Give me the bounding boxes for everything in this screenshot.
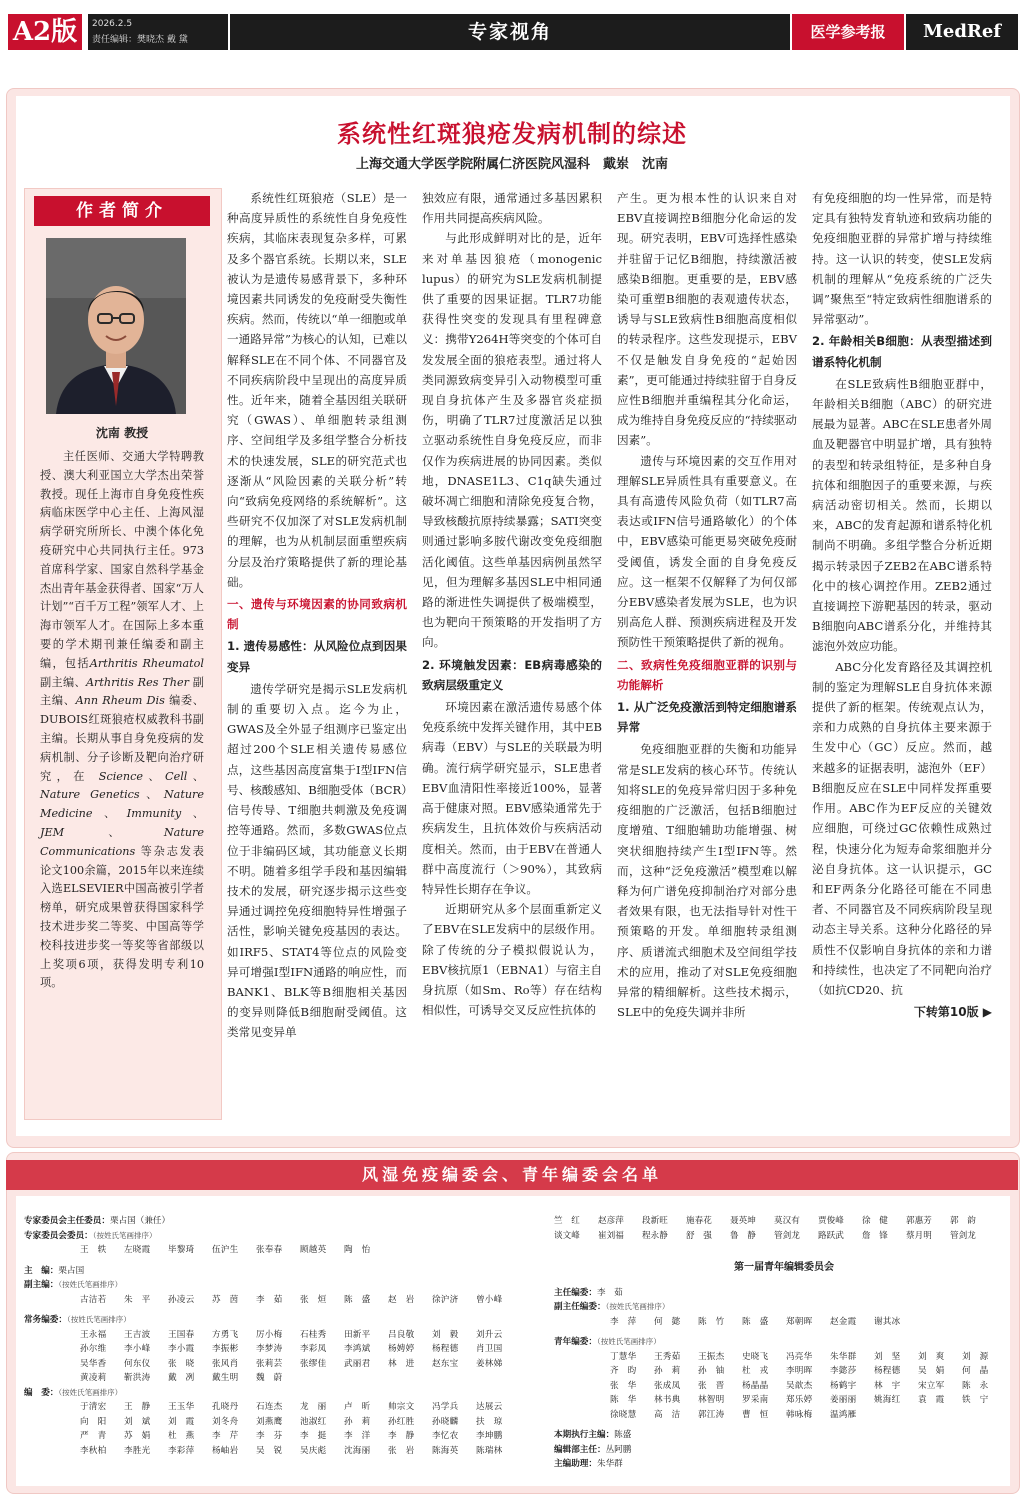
member-name: 李彩萍: [168, 1445, 195, 1456]
journal-name: Nature Genetics: [40, 788, 140, 802]
section-heading: 2. 年龄相关B细胞：从表型描述到谱系特化机制: [812, 334, 992, 369]
responsible-editor: 责任编辑：樊晓杰 戴 黛: [92, 35, 188, 45]
portrait-image: [46, 238, 186, 414]
member-name: 李鸿斌: [344, 1344, 371, 1354]
journal-name: Arthritis Rheumatol: [89, 656, 204, 670]
member-name: 姚海红: [874, 1395, 901, 1405]
member-name: 刘 毅: [432, 1329, 459, 1340]
member-name: 李 芹: [212, 1431, 239, 1441]
committee-list-left: [24, 1214, 544, 1458]
member-name: 苏 茵: [212, 1294, 239, 1305]
member-name: 孙 莉: [344, 1416, 371, 1427]
member-name: 王永福: [80, 1329, 107, 1340]
journal-name: Ann Rheum Dis: [75, 694, 165, 708]
member-name: 陈海英: [432, 1445, 459, 1456]
member-name: 管剑龙: [950, 1230, 976, 1241]
member-name: 聂英坤: [730, 1216, 756, 1226]
member-name: 孙尔维: [80, 1344, 107, 1354]
member-name: 伍沪生: [212, 1245, 239, 1255]
bio-text: 、: [139, 788, 164, 802]
youth-committee-title: 第一届青年编辑委员会: [734, 1262, 834, 1273]
member-name: 竺 红: [554, 1216, 580, 1226]
member-name: 陈 盛: [742, 1316, 769, 1327]
continued-notice[interactable]: 下转第10版 ▶: [913, 1005, 992, 1020]
bio-text: 编委、DUBOIS红斑狼疮权威教科书副主编。长期从事自身免疫病的发病机制、分子诊断及靶向治疗研究，在: [40, 694, 204, 783]
role-label: 青年编委：: [554, 1337, 597, 1347]
member-name: 张莉芸: [256, 1358, 283, 1369]
member-name: 程永静: [642, 1230, 668, 1241]
member-name: 王 轶: [80, 1245, 107, 1255]
member-name: 杨程德: [874, 1366, 901, 1376]
member-name: 郭惠芳: [906, 1216, 932, 1226]
member-name: 李懿莎: [830, 1366, 857, 1376]
member-name: 张 晋: [698, 1380, 725, 1391]
committee-role-row: [554, 1335, 1014, 1350]
member-name: 温鸿雁: [830, 1409, 857, 1420]
member-names-row: [554, 1229, 1014, 1244]
member-name: 赵彦萍: [598, 1216, 624, 1226]
member-name: 厉小梅: [256, 1329, 283, 1340]
member-name: 莫汉有: [774, 1216, 800, 1226]
member-name: 张 晓: [168, 1358, 195, 1369]
member-name: 贾俊峰: [818, 1216, 844, 1226]
member-name: 施春花: [686, 1216, 712, 1226]
role-label: 专家委员会主任委员：: [24, 1216, 110, 1226]
member-name: 吴华香: [80, 1358, 107, 1369]
member-name: 管剑龙: [774, 1230, 800, 1241]
paragraph: 免疫细胞亚群的失衡和功能异常是SLE发病的核心环节。传统认知将SLE的免疫异常归因于多种免疫细胞的广泛激活，包括B细胞过度增殖、T细胞辅助功能增强、树突状细胞持续产生Ⅰ型IFN等。然而，这种“泛免疫激活”模型难以解释为何广谱免疫抑制治疗对部分患者效果有限，也无法指导针对性干预策略的开发。单细胞转录组测序、质谱流式细胞术及空间组学技术的应用，推动了对SLE免疫细胞异常的精细解析。这些技术揭示，SLE中的免疫失调并非所: [617, 742, 797, 1020]
member-name: 刘燕鹰: [256, 1416, 283, 1427]
member-name: 张风肖: [212, 1358, 239, 1369]
journal-name: Cell: [165, 769, 188, 783]
member-name: 刘 斌: [124, 1416, 151, 1427]
member-names-row: [24, 1415, 544, 1430]
member-name: 李明晖: [786, 1366, 813, 1376]
role-holder: 栗占国（兼任）: [109, 1216, 171, 1226]
member-name: 刘冬舟: [212, 1416, 239, 1427]
member-name: 李 洋: [344, 1431, 371, 1441]
member-names-row: [554, 1364, 1014, 1379]
member-name: 魏 蔚: [256, 1373, 283, 1383]
member-names-row: [24, 1444, 544, 1459]
member-name: 曹 恒: [742, 1409, 769, 1420]
member-name: 杨晶晶: [742, 1380, 769, 1391]
member-name: 李 静: [388, 1431, 415, 1441]
member-name: 赵金霞: [830, 1316, 857, 1327]
paragraph: 与此形成鲜明对比的是，近年来对单基因狼疮（monogenic lupus）的研究为SLE发病机制提供了重要的因果证据。TLR7功能获得性突变的发现具有里程碑意义：携带Y264H等突变的个体可自发发展全面的狼疮表型。通过将人类同源致病变异引入动物模型可重现自身抗体产生及多器官炎症损伤，明确了TLR7过度激活足以独立驱动系统性自身免疫反应，而非仅作为疾病进展的协同因素。类似地，DNASE1L3、C1q缺失通过破坏凋亡细胞和清除免疫复合物，导致核酸抗原持续暴露；SATI突变则通过影响多胺代谢改变免疫细胞活化阈值。这些单基因病例虽然罕见，但为理解多基因SLE中相同通路的渐进性失调提供了极端模型，也为靶向干预策略的开发指明了方向。: [422, 231, 602, 650]
committee-title: 风湿免疫编委会、青年编委会名单: [6, 1160, 1018, 1190]
member-name: 石桂秀: [300, 1329, 327, 1340]
committee-role-row: [24, 1214, 544, 1229]
member-name: 徐沪济: [432, 1294, 459, 1305]
member-name: 池淑红: [300, 1416, 327, 1427]
member-name: 曾小峰: [476, 1294, 503, 1305]
member-name: 杜 戎: [742, 1366, 769, 1376]
member-name: 顾越英: [300, 1245, 327, 1255]
member-name: 刘 霞: [168, 1416, 195, 1427]
role-label: 本期执行主编：: [554, 1430, 615, 1440]
member-name: 李秋柏: [80, 1445, 107, 1456]
member-name: 何东仪: [124, 1358, 151, 1369]
author-box-header: 作者简介: [34, 196, 210, 226]
member-name: 林 宇: [874, 1380, 901, 1391]
member-name: 冯学兵: [432, 1402, 459, 1412]
member-name: 毕黎琦: [168, 1245, 195, 1255]
member-names-row: [554, 1379, 1014, 1394]
member-name: 张 岩: [388, 1445, 415, 1456]
member-name: 吴 娟: [918, 1366, 945, 1376]
article-column-3: [617, 188, 797, 1022]
member-name: 戴生明: [212, 1373, 239, 1383]
member-names-row: [554, 1214, 1014, 1229]
member-name: 方勇飞: [212, 1329, 239, 1340]
section-heading: 2. 环境触发因素：EB病毒感染的致病层级重定义: [422, 657, 602, 692]
member-name: 路跃武: [818, 1230, 844, 1241]
paragraph: 环境因素在激活遗传易感个体免疫系统中发挥关键作用，其中EB病毒（EBV）与SLE的关联最为明确。流行病学研究显示，SLE患者EBV血清阳性率接近100%，显著高于健康对照。EBV感染通常先于疾病发生，且抗体效价与疾病活动度相关。然而，由于EBV在普通人群中高度流行（＞90%），其致病特异性长期存在争议。: [422, 700, 602, 896]
brand-name-cn: 医学参考报: [792, 14, 904, 50]
role-label: 常务编委：: [24, 1315, 67, 1325]
member-name: 杨程德: [432, 1344, 459, 1354]
member-names-row: [24, 1342, 544, 1357]
member-name: 李振彬: [212, 1344, 239, 1354]
member-name: 黄凌莉: [80, 1373, 107, 1383]
member-names-row: [24, 1243, 544, 1258]
member-name: 陈瑞林: [476, 1445, 503, 1456]
member-name: 李 芬: [256, 1431, 283, 1441]
member-names-row: [24, 1328, 544, 1343]
member-name: 谢其冰: [874, 1316, 901, 1327]
member-name: 李胜光: [124, 1445, 151, 1456]
role-holder: 丛阿鹏: [605, 1444, 632, 1455]
member-names-row: [554, 1408, 1014, 1423]
member-name: 郑乐婷: [786, 1395, 813, 1405]
member-name: 于清宏: [80, 1402, 107, 1412]
sort-note: （按姓氏笔画排序）: [58, 1387, 123, 1397]
member-name: 张 烜: [300, 1294, 327, 1305]
paragraph: ABC分化发育路径及其调控机制的鉴定为理解SLE自身抗体来源提供了新的框架。传统观点认为，亲和力成熟的自身抗体主要来源于生发中心（GC）反应。然而，越来越多的证据表明，滤泡外（EF）B细胞反应在SLE中同样发挥重要作用。ABC作为EF反应的关键效应细胞，可绕过GC依赖性成熟过程，快速分化为短寿命浆细胞并分泌自身抗体。这一认识提示，GC和EF两条分化路径可能在不同患者、不同器官及不同疾病阶段呈现动态主导关系。这种分化路径的异质性不仅影响自身抗体的亲和力谱和持续性，也决定了不同靶向治疗（如抗CD20、抗: [812, 659, 992, 997]
paragraph: 遗传学研究是揭示SLE发病机制的重要切入点。迄今为止，GWAS及全外显子组测序已鉴定出超过200个SLE相关遗传易感位点，这些基因高度富集于Ⅰ型IFN信号、核酸感知、B细胞受体（BCR）信号传导、T细胞共刺激及免疫调控等通路。然而，多数GWAS位点位于非编码区域，其功能意义长期不明。随着多组学手段和基因编辑技术的发展，研究逐步揭示这些变异通过调控免疫细胞特异性增强子活性，影响关键免疫基因的表达。如IRF5、STAT4等位点的风险变异可增强Ⅰ型IFN通路的响应性，而BANK1、BLK等B细胞相关基因的变异则降低B细胞耐受阈值。这类常见变异单: [227, 681, 407, 1040]
member-name: 张奉春: [256, 1245, 283, 1255]
committee-role-row: [24, 1278, 544, 1293]
member-name: 郑朝晖: [786, 1316, 813, 1327]
member-name: 王吉波: [124, 1329, 151, 1340]
member-name: 孙红胜: [388, 1416, 415, 1427]
member-name: 徐晓慧: [610, 1409, 637, 1420]
issue-date: 2026.2.5: [92, 19, 133, 29]
member-name: 张 华: [610, 1380, 637, 1391]
member-name: 吴歆杰: [786, 1380, 813, 1391]
journal-name: Arthritis Res Ther: [85, 675, 189, 689]
bio-text: 、: [143, 769, 166, 783]
journal-name: Nature Medicine: [40, 788, 204, 821]
member-name: 林智明: [698, 1395, 725, 1405]
bio-text: 等杂志发表论文100余篇，2015年以来连续入选ELSEVIER中国高被引学者榜单，研究成果曾获得国家科学技术进步奖二等奖、中国高等学校科技进步奖一等奖等省部级以上奖项6项，获得发明专利10项。: [40, 844, 204, 990]
journal-name: Science: [98, 769, 144, 783]
member-name: 龙 丽: [300, 1402, 327, 1412]
member-name: 李 茹: [256, 1294, 283, 1305]
member-name: 李忆农: [432, 1431, 459, 1441]
member-name: 陈 永: [962, 1380, 989, 1391]
paragraph: 在SLE致病性B细胞亚群中，年龄相关B细胞（ABC）的研究进展最为显著。ABC在SLE患者外周血及靶器官中明显扩增，具有独特的表型和转录组特征，是多种自身抗体和细胞因子的重要来源，与疾病活动密切相关。然而，长期以来，ABC的发育起源和谱系特化机制尚不明确。多组学整合分析近期揭示转录因子ZEB2在ABC谱系特化中的核心调控作用。ZEB2通过直接调控下游靶基因的转录，驱动B细胞向ABC谱系分化，并维持其滤泡外效应功能。: [812, 376, 992, 654]
section-heading: 1. 遗传易感性：从风险位点到因果变异: [227, 639, 407, 674]
member-name: 郭 韵: [950, 1216, 976, 1226]
committee-role-row: [554, 1286, 1014, 1301]
author-name: 沈南 教授: [95, 426, 149, 440]
article-column-4: [812, 188, 992, 1022]
sort-note: （按姓氏笔画排序）: [66, 1315, 131, 1324]
member-name: 崔刘福: [598, 1230, 624, 1241]
member-name: 左晓霞: [124, 1245, 151, 1255]
role-holder: 陈盛: [614, 1430, 632, 1440]
member-name: 朱 平: [124, 1294, 151, 1305]
member-name: 刘 源: [962, 1351, 989, 1362]
member-name: 刘 坚: [874, 1351, 901, 1362]
paragraph: 遗传与环境因素的交互作用对理解SLE异质性具有重要意义。在具有高遗传风险负荷（如TLR7高表达或IFN信号通路敏化）的个体中，EBV感染可能更易突破免疫耐受阈值，诱发全面的自身免疫反应。这一框架不仅解释了为何仅部分EBV感染者发展为SLE，也为识别高危人群、预测疾病进程及开发预防性干预策略提供了新的视角。: [617, 453, 797, 650]
role-label: 主编助理：: [554, 1459, 597, 1469]
member-name: 陈 竹: [698, 1316, 725, 1327]
member-name: 陈 华: [610, 1395, 637, 1405]
brand-name-en: MedRef: [906, 14, 1018, 50]
member-name: 齐 昀: [610, 1366, 637, 1376]
member-name: 高 洁: [654, 1409, 681, 1420]
committee-role-row: [554, 1443, 1014, 1458]
section-title: 专家视角: [230, 14, 790, 50]
member-names-row: [554, 1393, 1014, 1408]
member-name: 陈 盛: [344, 1294, 371, 1305]
member-name: 陶 怡: [344, 1245, 371, 1255]
member-name: 李小峰: [124, 1344, 151, 1354]
member-name: 谈文峰: [554, 1230, 580, 1241]
member-name: 何 晶: [962, 1366, 989, 1376]
author-photo: [46, 238, 186, 414]
member-name: 帅宗文: [388, 1402, 415, 1412]
member-name: 王 静: [124, 1402, 151, 1412]
member-name: 杨鹤宇: [830, 1380, 857, 1391]
member-name: 李小霞: [168, 1344, 195, 1354]
article-byline: 上海交通大学医学院附属仁济医院风湿科 戴岽 沈南: [355, 157, 668, 172]
member-name: 朱华群: [830, 1351, 857, 1362]
member-name: 戴 冽: [168, 1373, 195, 1383]
member-name: 刘升云: [476, 1329, 503, 1340]
author-bio: [40, 448, 204, 993]
journal-name: JEM: [40, 825, 65, 839]
member-names-row: [24, 1371, 544, 1386]
committee-role-row: [554, 1428, 1014, 1443]
member-name: 赵东宝: [432, 1358, 459, 1369]
member-name: 郭江涛: [698, 1409, 725, 1420]
member-name: 古洁若: [80, 1294, 107, 1305]
committee-role-row: [24, 1229, 544, 1244]
member-name: 蔡月明: [906, 1230, 932, 1241]
member-name: 史晓飞: [742, 1351, 769, 1362]
member-name: 王国春: [168, 1329, 195, 1340]
member-name: 林 进: [388, 1358, 415, 1369]
sort-note: （按姓氏笔画排序）: [596, 1337, 661, 1346]
member-name: 李 萍: [610, 1316, 637, 1327]
member-name: 苏 娟: [124, 1431, 151, 1441]
member-name: 孙凌云: [168, 1294, 195, 1305]
member-names-row: [554, 1315, 1014, 1330]
member-name: 孙 铀: [698, 1366, 725, 1376]
article-title: 系统性红斑狼疮发病机制的综述: [337, 119, 687, 148]
bio-text: 、: [187, 769, 204, 783]
member-name: 肖卫国: [476, 1344, 503, 1354]
member-name: 李坤鹏: [476, 1431, 503, 1441]
role-holder: 李 茹: [596, 1287, 623, 1298]
member-name: 徐 健: [862, 1216, 888, 1226]
sort-note: （按姓氏笔画排序）: [92, 1230, 157, 1240]
paragraph: 有免疫细胞的均一性异常，而是特定具有独特发育轨迹和致病功能的免疫细胞亚群的异常扩增与持续维持。这一认识的转变，使SLE发病机制的理解从“免疫系统的广泛失调”聚焦至“特定致病性细胞谱系的异常驱动”。: [812, 191, 992, 327]
committee-role-row: [554, 1300, 1014, 1315]
member-names-row: [554, 1350, 1014, 1365]
section-heading: 一、遗传与环境因素的协同致病机制: [227, 597, 407, 632]
role-label: 副主编：: [24, 1280, 59, 1290]
bio-text: 副主编、: [40, 675, 86, 689]
role-holder: 栗占国: [58, 1265, 85, 1276]
sort-note: （按姓氏笔画排序）: [605, 1302, 670, 1311]
member-name: 林书典: [654, 1395, 681, 1405]
member-name: 何 懿: [654, 1316, 681, 1327]
member-name: 姜林娣: [476, 1358, 503, 1369]
member-name: 杨娉婷: [388, 1344, 415, 1354]
member-name: 田新平: [344, 1329, 371, 1340]
role-label: 编辑部主任：: [554, 1444, 606, 1455]
role-label: 编 委：: [24, 1387, 59, 1398]
committee-list-right: [554, 1214, 1014, 1472]
member-names-row: [24, 1429, 544, 1444]
member-name: 吴 锐: [256, 1445, 283, 1456]
member-name: 罗采南: [742, 1395, 769, 1405]
bio-text: 、: [181, 807, 204, 821]
member-names-row: [24, 1400, 544, 1415]
member-name: 王玉华: [168, 1402, 195, 1412]
member-name: 卢 昕: [344, 1402, 371, 1412]
member-name: 石连杰: [256, 1402, 283, 1412]
member-name: 舒 强: [686, 1230, 712, 1241]
member-name: 向 阳: [80, 1416, 107, 1427]
member-name: 冯亮华: [786, 1351, 813, 1362]
committee-role-row: [554, 1457, 1014, 1472]
bio-text: 副主编、: [40, 675, 204, 708]
bio-text: 主任医师、交通大学特聘教授、澳大利亚国立大学杰出荣誉教授。现任上海市自身免疫性疾病临床医学中心主任、上海风湿病学研究所所长、中澳个体化免疫研究中心共同执行主任。973首席科学家、国家自然科学基金杰出青年基金获得者、国家“万人计划”“百千万工程”领军人才、上海市领军人才。在国际上多本重要的学术期刊兼任编委和副主编，包括: [40, 450, 204, 670]
article-column-1: [227, 188, 407, 1043]
member-name: 姜丽丽: [830, 1395, 857, 1405]
member-name: 詹 锋: [862, 1230, 888, 1241]
role-label: 副主任编委：: [554, 1302, 606, 1312]
member-name: 孙晓麟: [432, 1416, 459, 1427]
member-name: 袁 霞: [918, 1395, 945, 1405]
paragraph: 系统性红斑狼疮（SLE）是一种高度异质性的系统性自身免疫性疾病，其临床表现复杂多样，可累及多个器官系统。长期以来，SLE被认为是遗传易感背景下，多种环境因素共同诱发的免疫耐受失衡性疾病。然而，传统以“单一细胞或单一通路异常”为核心的认知，已难以解释SLE在不同个体、不同器官及不同疾病阶段中呈现出的高度异质性。近年来，随着全基因组关联研究（GWAS）、单细胞转录组测序、空间组学及多组学整合分析技术的快速发展，SLE的研究范式也逐渐从“风险因素的关联分析”转向“致病免疫网络的系统解析”。这些研究不仅加深了对SLE发病机制的理解，也为从机制层面重塑疾病分层及治疗策略提供了新的理论基础。: [227, 191, 407, 589]
header-meta: [88, 14, 228, 50]
journal-name: Immunity: [126, 807, 182, 821]
member-name: 张缪佳: [300, 1358, 327, 1369]
role-label: 主 编：: [24, 1265, 59, 1276]
member-name: 李 挺: [300, 1431, 327, 1441]
bio-text: 、: [92, 807, 127, 821]
member-name: 杜 燕: [168, 1431, 195, 1441]
member-name: 张成凤: [654, 1380, 681, 1391]
member-name: 吕良敬: [388, 1329, 415, 1340]
member-name: 扶 琼: [476, 1416, 503, 1427]
member-name: 刘 爽: [918, 1351, 945, 1362]
member-name: 孙 莉: [654, 1366, 681, 1376]
committee-role-row: [24, 1264, 544, 1279]
article-column-2: [422, 188, 602, 1020]
member-name: 王秀茹: [654, 1351, 681, 1362]
bio-text: 、: [64, 825, 164, 839]
member-name: 靳洪涛: [124, 1373, 151, 1383]
paragraph: 近期研究从多个层面重新定义了EBV在SLE发病中的层级作用。除了传统的分子模拟假说认为，EBV核抗原1（EBNA1）与宿主自身抗原（如Sm、Ro等）存在结构相似性，可诱导交叉反应性抗体的: [422, 902, 602, 1018]
member-name: 丁慧华: [610, 1351, 637, 1362]
member-names-row: [24, 1357, 544, 1372]
member-names-row: [24, 1293, 544, 1308]
committee-role-row: [24, 1313, 544, 1328]
member-name: 武丽君: [344, 1358, 371, 1369]
member-name: 沈海丽: [344, 1445, 371, 1456]
member-name: 吴庆彪: [300, 1445, 327, 1456]
role-label: 主任编委：: [554, 1287, 597, 1298]
paragraph: 产生。更为根本性的认识来自对EBV直接调控B细胞分化命运的发现。研究表明，EBV可选择性感染并驻留于记忆B细胞，持续激活被感染B细胞。更重要的是，EBV感染可重塑B细胞的表观遗传状态，诱导与SLE致病性B细胞高度相似的转录程序。这些发现提示，EBV不仅是触发自身免疫的“起始因素”，更可能通过持续驻留于自身反应性B细胞并重编程其分化命运，成为维持自身免疫反应的“持续驱动因素”。: [617, 191, 797, 448]
role-label: 专家委员会委员：: [24, 1230, 93, 1241]
member-name: 杨岫岩: [212, 1445, 239, 1456]
member-name: 赵 岩: [388, 1294, 415, 1305]
member-name: 达展云: [476, 1402, 503, 1412]
section-heading: 二、致病性免疫细胞亚群的识别与功能解析: [617, 657, 797, 692]
edition-badge: A2版: [8, 14, 82, 50]
member-name: 宋立军: [918, 1380, 945, 1391]
member-name: 段新旺: [642, 1216, 668, 1226]
member-name: 韩咏梅: [786, 1409, 813, 1420]
member-name: 严 青: [80, 1431, 107, 1441]
member-name: 王振杰: [698, 1351, 725, 1362]
member-name: 铁 宁: [962, 1395, 989, 1405]
role-holder: 朱华群: [596, 1459, 623, 1469]
member-name: 鲁 静: [730, 1230, 756, 1241]
journal-name: Nature Communications: [40, 825, 204, 858]
member-name: 李彩凤: [300, 1344, 327, 1354]
sort-note: （按姓氏笔画排序）: [58, 1280, 123, 1289]
member-name: 孔晓丹: [212, 1402, 239, 1412]
paragraph: 独效应有限，通常通过多基因累积作用共同提高疾病风险。: [422, 191, 602, 226]
member-name: 李梦涛: [256, 1344, 283, 1354]
committee-role-row: [24, 1386, 544, 1401]
section-heading: 1. 从广泛免疫激活到特定细胞谱系异常: [617, 700, 797, 735]
